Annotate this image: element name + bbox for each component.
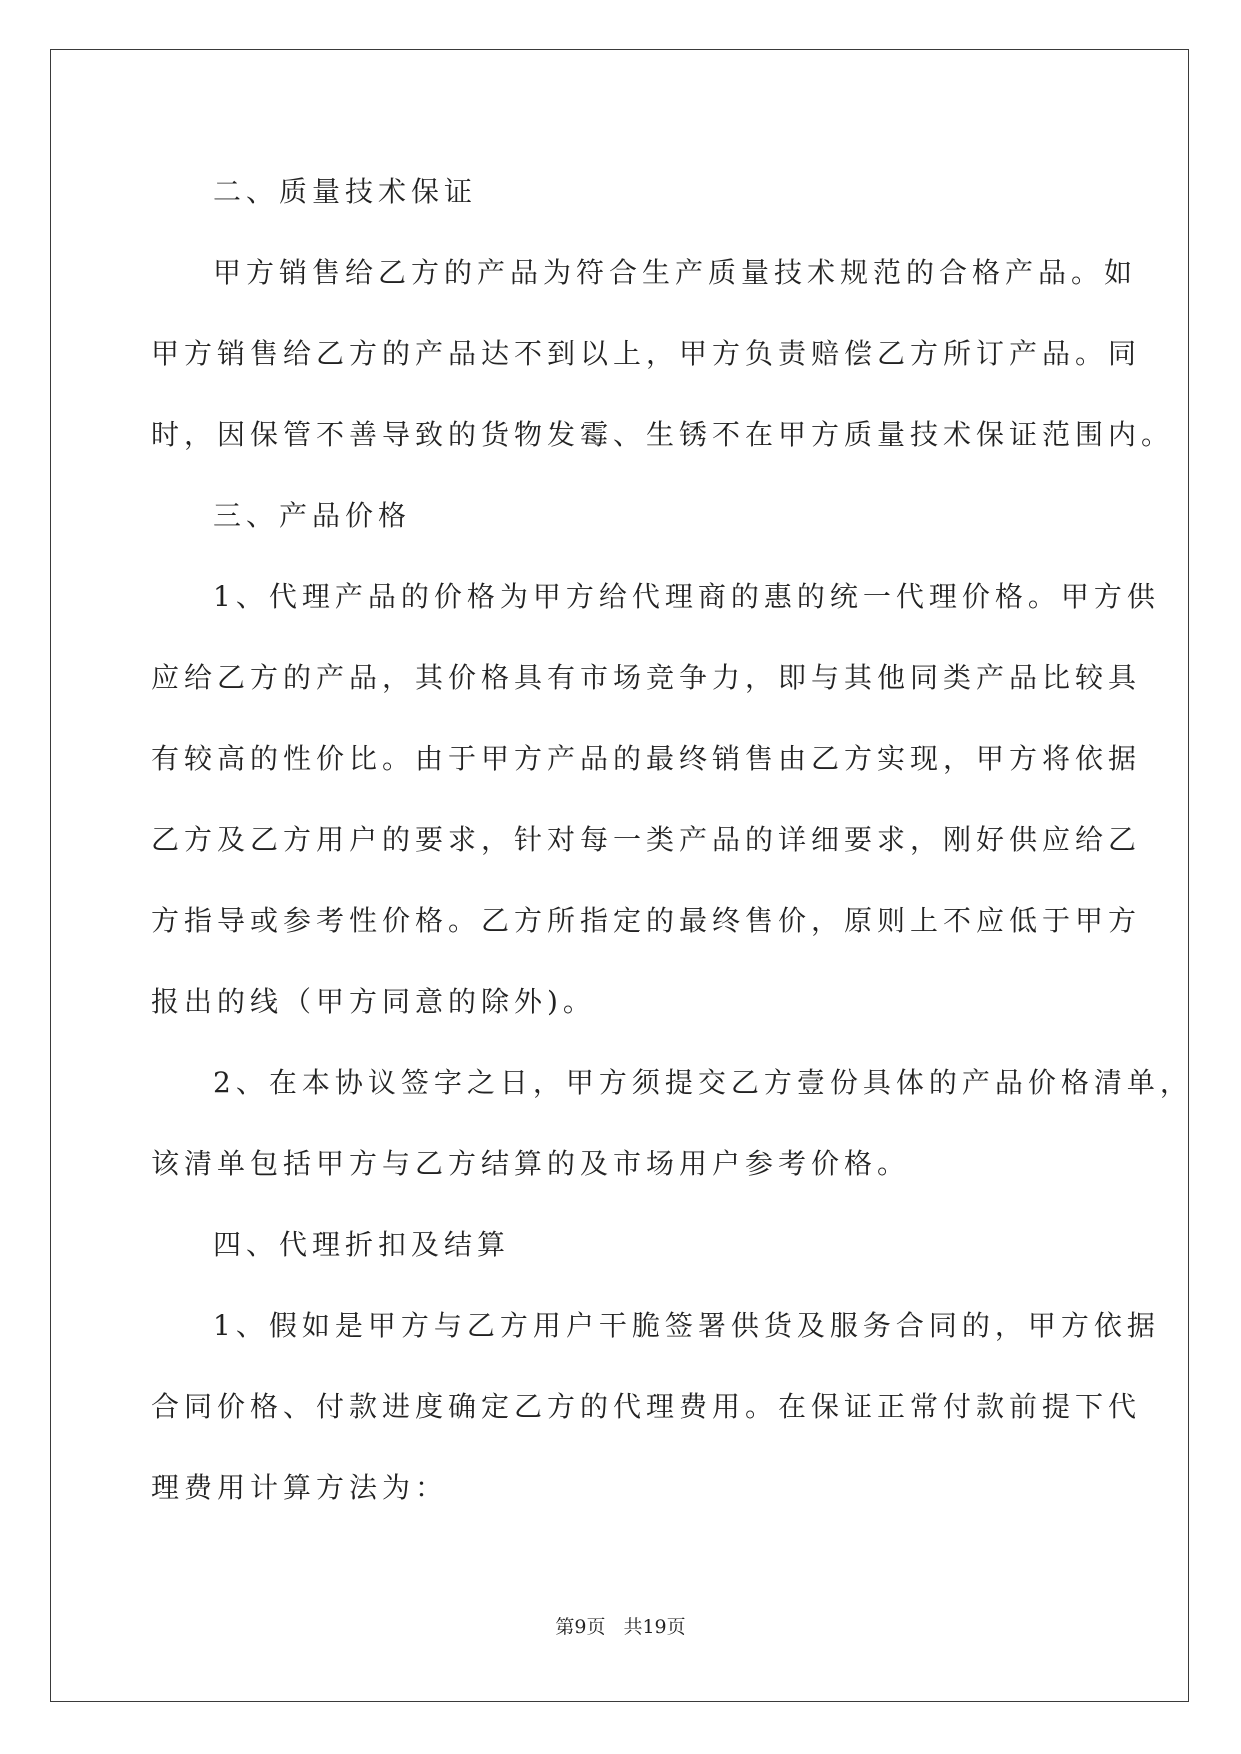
section-heading-discount: 四、代理折扣及结算 [213, 1228, 511, 1261]
paragraph-line: 方指导或参考性价格。乙方所指定的最终售价，原则上不应低于甲方 [151, 904, 1142, 937]
paragraph-line: 合同价格、付款进度确定乙方的代理费用。在保证正常付款前提下代 [151, 1390, 1142, 1423]
section-heading-price: 三、产品价格 [213, 499, 412, 532]
page-number: 第9页 [555, 1616, 606, 1638]
page-border [50, 49, 1189, 1702]
paragraph-line: 1、代理产品的价格为甲方给代理商的惠的统一代理价格。甲方供 [213, 580, 1160, 613]
paragraph-line: 乙方及乙方用户的要求，针对每一类产品的详细要求，刚好供应给乙 [151, 823, 1142, 856]
paragraph-line: 理费用计算方法为： [151, 1471, 449, 1504]
paragraph-line: 甲方销售给乙方的产品达不到以上，甲方负责赔偿乙方所订产品。同 [151, 337, 1142, 370]
page-footer [0, 1612, 1241, 1639]
paragraph-line: 有较高的性价比。由于甲方产品的最终销售由乙方实现，甲方将依据 [151, 742, 1142, 775]
paragraph-line: 该清单包括甲方与乙方结算的及市场用户参考价格。 [151, 1147, 911, 1180]
paragraph-line: 报出的线（甲方同意的除外)。 [151, 985, 596, 1018]
section-heading-quality: 二、质量技术保证 [213, 175, 478, 208]
paragraph-line: 应给乙方的产品，其价格具有市场竞争力，即与其他同类产品比较具 [151, 661, 1142, 694]
paragraph-line: 1、假如是甲方与乙方用户干脆签署供货及服务合同的，甲方依据 [213, 1309, 1160, 1342]
paragraph-line: 时，因保管不善导致的货物发霉、生锈不在甲方质量技术保证范围内。 [151, 418, 1175, 451]
paragraph-line: 2、在本协议签字之日，甲方须提交乙方壹份具体的产品价格清单， [213, 1066, 1193, 1099]
page-total: 共19页 [623, 1616, 686, 1638]
paragraph-line: 甲方销售给乙方的产品为符合生产质量技术规范的合格产品。如 [213, 256, 1138, 289]
